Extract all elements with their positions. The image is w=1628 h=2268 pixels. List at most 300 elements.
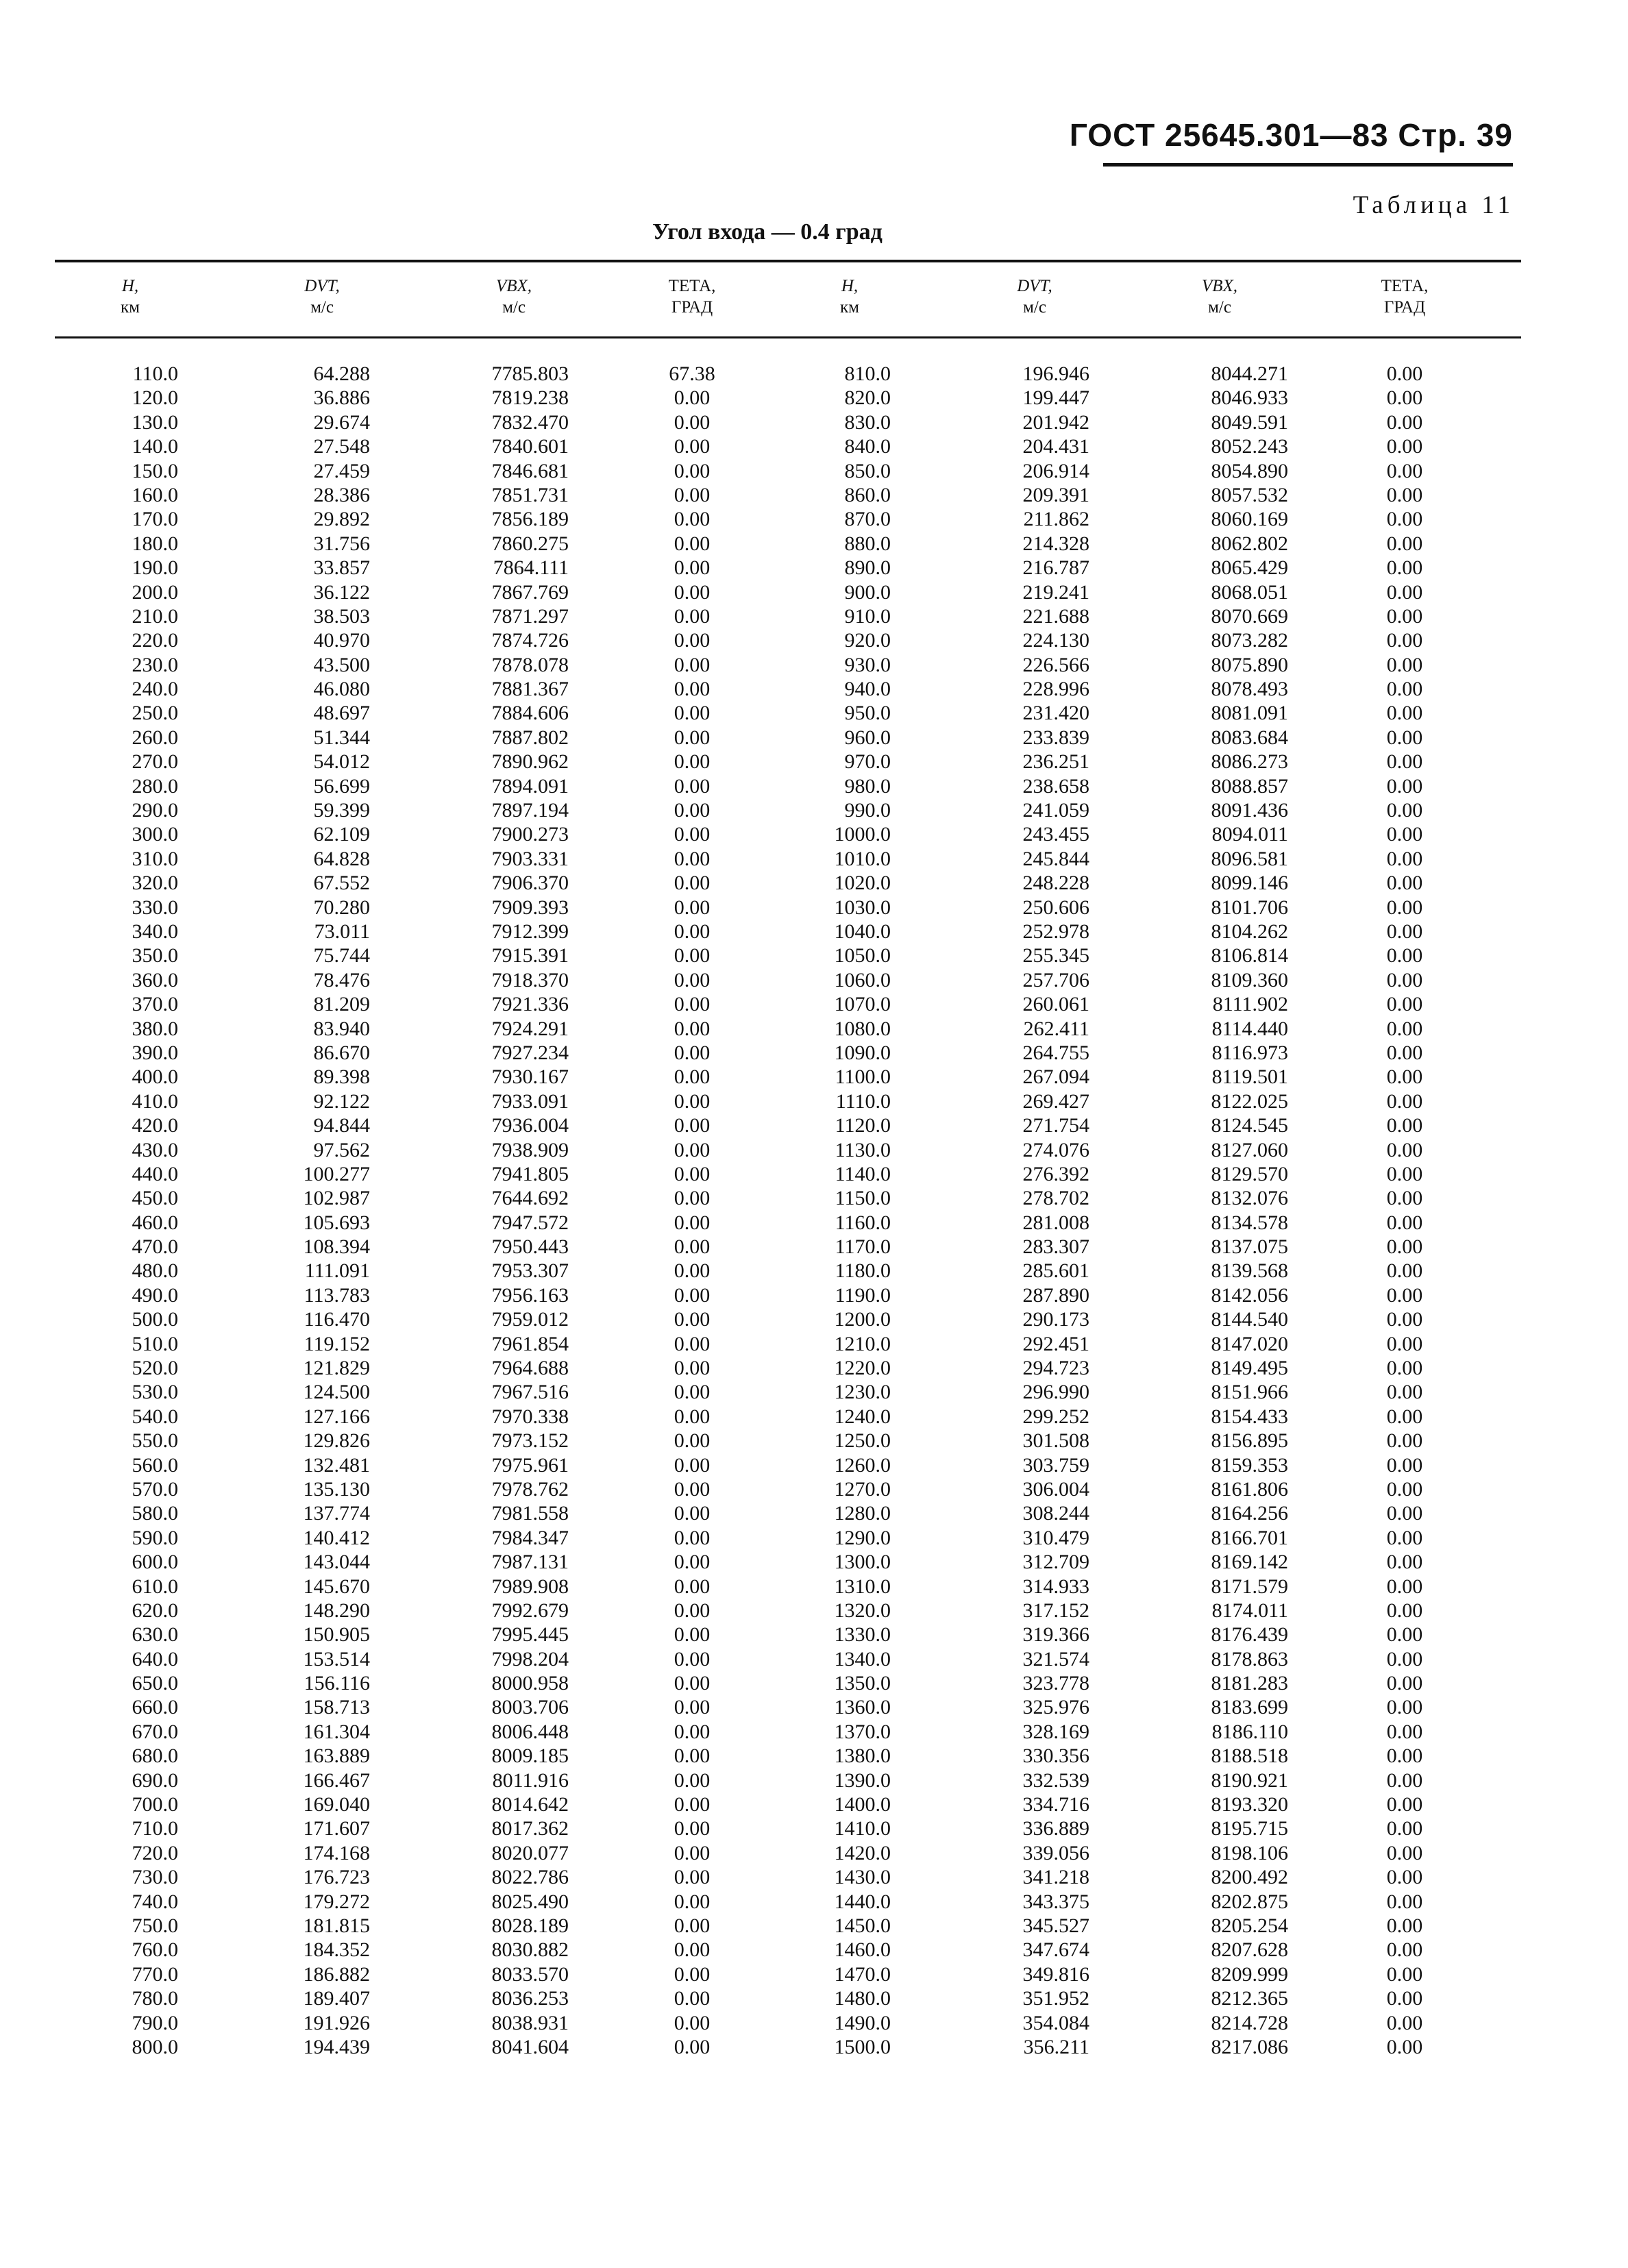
table-cell: 600.0 xyxy=(132,1551,178,1574)
column-unit: ГРАД xyxy=(671,298,713,317)
table-cell: 770.0 xyxy=(132,1962,178,1986)
table-cell: 8060.169 xyxy=(1211,508,1288,531)
table-cell: 0.00 xyxy=(1386,1938,1423,1962)
table-cell: 8101.706 xyxy=(1211,896,1288,919)
table-cell: 0.00 xyxy=(1386,1647,1423,1671)
table-cell: 56.699 xyxy=(313,774,370,798)
table-cell: 0.00 xyxy=(674,1138,711,1161)
table-cell: 860.0 xyxy=(844,483,891,506)
table-cell: 8200.492 xyxy=(1211,1866,1288,1889)
table-cell: 0.00 xyxy=(674,1551,711,1574)
table-cell: 720.0 xyxy=(132,1841,178,1864)
table-cell: 0.00 xyxy=(1386,629,1423,652)
table-cell: 67.38 xyxy=(669,362,715,385)
table-cell: 54.012 xyxy=(313,750,370,774)
table-cell: 1040.0 xyxy=(834,920,891,943)
table-cell: 0.00 xyxy=(1386,1841,1423,1864)
table-cell: 1260.0 xyxy=(834,1453,891,1477)
table-cell: 0.00 xyxy=(674,1187,711,1210)
table-cell: 810.0 xyxy=(844,362,891,385)
table-cell: 64.828 xyxy=(313,847,370,870)
table-cell: 8068.051 xyxy=(1211,580,1288,604)
table-cell: 920.0 xyxy=(844,629,891,652)
table-cell: 0.00 xyxy=(1386,556,1423,580)
table-cell: 1340.0 xyxy=(834,1647,891,1671)
table-cell: 7884.606 xyxy=(491,702,569,725)
table-cell: 127.166 xyxy=(303,1405,370,1428)
table-cell: 0.00 xyxy=(674,1114,711,1137)
table-cell: 200.0 xyxy=(132,580,178,604)
table-cell: 319.366 xyxy=(1022,1623,1089,1647)
table-cell: 29.892 xyxy=(313,508,370,531)
table-cell: 0.00 xyxy=(1386,483,1423,506)
table-cell: 294.723 xyxy=(1022,1357,1089,1380)
table-cell: 8028.189 xyxy=(491,1914,569,1937)
table-cell: 790.0 xyxy=(132,2011,178,2034)
table-cell: 520.0 xyxy=(132,1357,178,1380)
table-cell: 1350.0 xyxy=(834,1672,891,1695)
table-cell: 7941.805 xyxy=(491,1162,569,1185)
table-cell: 158.713 xyxy=(303,1696,370,1719)
table-cell: 7984.347 xyxy=(491,1526,569,1549)
table-cell: 1440.0 xyxy=(834,1890,891,1913)
table-cell: 7867.769 xyxy=(491,580,569,604)
table-cell: 314.933 xyxy=(1022,1575,1089,1598)
table-cell: 75.744 xyxy=(313,944,370,967)
table-cell: 0.00 xyxy=(1386,1793,1423,1816)
table-cell: 340.0 xyxy=(132,920,178,943)
table-cell: 560.0 xyxy=(132,1453,178,1477)
table-cell: 97.562 xyxy=(313,1138,370,1161)
table-cell: 7785.803 xyxy=(491,362,569,385)
table-cell: 1110.0 xyxy=(835,1089,891,1113)
table-cell: 160.0 xyxy=(132,483,178,506)
table-cell: 0.00 xyxy=(1386,1962,1423,1986)
table-cell: 248.228 xyxy=(1022,872,1089,895)
column-unit: м/с xyxy=(310,298,334,317)
table-cell: 0.00 xyxy=(674,580,711,604)
table-cell: 267.094 xyxy=(1022,1065,1089,1089)
table-cell: 8188.518 xyxy=(1211,1745,1288,1768)
table-cell: 7890.962 xyxy=(491,750,569,774)
table-cell: 7871.297 xyxy=(491,604,569,628)
table-cell: 252.978 xyxy=(1022,920,1089,943)
column-header-h-left xyxy=(89,275,171,318)
column-unit: км xyxy=(840,298,859,317)
table-cell: 8134.578 xyxy=(1211,1211,1288,1234)
table-cell: 7856.189 xyxy=(491,508,569,531)
table-cell: 8147.020 xyxy=(1211,1332,1288,1355)
table-cell: 8033.570 xyxy=(491,1962,569,1986)
column-unit: ГРАД xyxy=(1383,298,1426,317)
table-cell: 250.606 xyxy=(1022,896,1089,919)
table-cell: 0.00 xyxy=(1386,823,1423,846)
table-cell: 140.0 xyxy=(132,435,178,458)
table-cell: 7927.234 xyxy=(491,1041,569,1064)
table-cell: 7894.091 xyxy=(491,774,569,798)
column-name: DVT, xyxy=(304,277,340,295)
table-cell: 0.00 xyxy=(1386,459,1423,482)
table-cell: 8054.890 xyxy=(1211,459,1288,482)
table-cell: 300.0 xyxy=(132,823,178,846)
table-cell: 214.328 xyxy=(1022,532,1089,555)
table-cell: 840.0 xyxy=(844,435,891,458)
table-cell: 92.122 xyxy=(313,1089,370,1113)
table-cell: 226.566 xyxy=(1022,653,1089,676)
table-cell: 8038.931 xyxy=(491,2011,569,2034)
table-cell: 0.00 xyxy=(674,993,711,1016)
table-cell: 1410.0 xyxy=(834,1817,891,1840)
table-cell: 8181.283 xyxy=(1211,1672,1288,1695)
table-cell: 430.0 xyxy=(132,1138,178,1161)
table-cell: 980.0 xyxy=(844,774,891,798)
header-rule xyxy=(1103,163,1513,167)
table-cell: 210.0 xyxy=(132,604,178,628)
table-cell: 1240.0 xyxy=(834,1405,891,1428)
table-cell: 0.00 xyxy=(674,1745,711,1768)
table-cell: 1320.0 xyxy=(834,1599,891,1622)
table-cell: 150.905 xyxy=(303,1623,370,1647)
table-cell: 1010.0 xyxy=(834,847,891,870)
table-cell: 7947.572 xyxy=(491,1211,569,1234)
table-cell: 129.826 xyxy=(303,1429,370,1453)
table-cell: 303.759 xyxy=(1022,1453,1089,1477)
table-cell: 116.470 xyxy=(304,1308,370,1331)
table-cell: 0.00 xyxy=(1386,1017,1423,1040)
table-cell: 8099.146 xyxy=(1211,872,1288,895)
table-cell: 1420.0 xyxy=(834,1841,891,1864)
table-cell: 8169.142 xyxy=(1211,1551,1288,1574)
table-cell: 7906.370 xyxy=(491,872,569,895)
table-cell: 0.00 xyxy=(674,1768,711,1792)
column-name: DVT, xyxy=(1017,277,1052,295)
table-cell: 0.00 xyxy=(1386,1211,1423,1234)
table-cell: 8083.684 xyxy=(1211,726,1288,749)
table-cell: 1400.0 xyxy=(834,1793,891,1816)
table-cell: 1120.0 xyxy=(835,1114,891,1137)
table-cell: 7933.091 xyxy=(491,1089,569,1113)
table-cell: 7900.273 xyxy=(491,823,569,846)
table-cell: 890.0 xyxy=(844,556,891,580)
table-cell: 8174.011 xyxy=(1211,1599,1288,1622)
table-cell: 8036.253 xyxy=(491,1987,569,2010)
table-cell: 153.514 xyxy=(303,1647,370,1671)
table-cell: 312.709 xyxy=(1022,1551,1089,1574)
table-cell: 8183.699 xyxy=(1211,1696,1288,1719)
table-cell: 70.280 xyxy=(313,896,370,919)
table-cell: 341.218 xyxy=(1022,1866,1089,1889)
table-cell: 0.00 xyxy=(1386,1429,1423,1453)
table-cell: 0.00 xyxy=(1386,1599,1423,1622)
table-cell: 1430.0 xyxy=(834,1866,891,1889)
column-header-vbx-right xyxy=(1165,275,1274,318)
table-cell: 1080.0 xyxy=(834,1017,891,1040)
table-cell: 7921.336 xyxy=(491,993,569,1016)
table-cell: 83.940 xyxy=(313,1017,370,1040)
table-cell: 1000.0 xyxy=(834,823,891,846)
table-cell: 0.00 xyxy=(674,1938,711,1962)
table-cell: 191.926 xyxy=(303,2011,370,2034)
table-cell: 211.862 xyxy=(1023,508,1089,531)
table-cell: 271.754 xyxy=(1022,1114,1089,1137)
table-cell: 0.00 xyxy=(1386,1890,1423,1913)
table-cell: 94.844 xyxy=(313,1114,370,1137)
table-cell: 0.00 xyxy=(1386,435,1423,458)
table-cell: 296.990 xyxy=(1022,1381,1089,1404)
table-cell: 0.00 xyxy=(1386,1357,1423,1380)
table-cell: 0.00 xyxy=(1386,1502,1423,1525)
table-cell: 0.00 xyxy=(674,920,711,943)
table-cell: 0.00 xyxy=(674,1089,711,1113)
table-cell: 360.0 xyxy=(132,968,178,991)
table-cell: 7995.445 xyxy=(491,1623,569,1647)
table-cell: 220.0 xyxy=(132,629,178,652)
table-cell: 181.815 xyxy=(303,1914,370,1937)
table-cell: 8106.814 xyxy=(1211,944,1288,967)
table-cell: 7915.391 xyxy=(491,944,569,967)
table-cell: 990.0 xyxy=(844,799,891,822)
table-cell: 8052.243 xyxy=(1211,435,1288,458)
table-cell: 1190.0 xyxy=(835,1283,891,1307)
table-cell: 0.00 xyxy=(1386,1623,1423,1647)
table-cell: 8044.271 xyxy=(1211,362,1288,385)
table-cell: 510.0 xyxy=(132,1332,178,1355)
table-cell: 0.00 xyxy=(674,1017,711,1040)
table-cell: 334.716 xyxy=(1022,1793,1089,1816)
table-cell: 820.0 xyxy=(844,386,891,410)
table-cell: 1160.0 xyxy=(835,1211,891,1234)
table-cell: 8025.490 xyxy=(491,1890,569,1913)
table-cell: 0.00 xyxy=(674,653,711,676)
table-cell: 8088.857 xyxy=(1211,774,1288,798)
table-cell: 0.00 xyxy=(1386,1235,1423,1259)
table-cell: 970.0 xyxy=(844,750,891,774)
table-cell: 7874.726 xyxy=(491,629,569,652)
table-cell: 0.00 xyxy=(674,1914,711,1937)
table-cell: 260.061 xyxy=(1022,993,1089,1016)
column-name: VBX, xyxy=(1201,277,1238,295)
column-name: H, xyxy=(841,277,859,295)
table-cell: 0.00 xyxy=(674,1357,711,1380)
table-cell: 7846.681 xyxy=(491,459,569,482)
table-cell: 140.412 xyxy=(303,1526,370,1549)
table-cell: 321.574 xyxy=(1022,1647,1089,1671)
column-header-teta-right xyxy=(1350,275,1459,318)
table-cell: 780.0 xyxy=(132,1987,178,2010)
table-cell: 0.00 xyxy=(674,896,711,919)
table-cell: 190.0 xyxy=(132,556,178,580)
table-cell: 440.0 xyxy=(132,1162,178,1185)
table-label: Таблица 11 xyxy=(1353,191,1514,219)
table-cell: 0.00 xyxy=(1386,580,1423,604)
table-cell: 238.658 xyxy=(1022,774,1089,798)
table-cell: 0.00 xyxy=(674,1526,711,1549)
table-cell: 276.392 xyxy=(1022,1162,1089,1185)
table-cell: 8127.060 xyxy=(1211,1138,1288,1161)
table-cell: 330.356 xyxy=(1022,1745,1089,1768)
table-cell: 0.00 xyxy=(674,1672,711,1695)
table-cell: 1200.0 xyxy=(834,1308,891,1331)
table-cell: 8193.320 xyxy=(1211,1793,1288,1816)
table-cell: 143.044 xyxy=(303,1551,370,1574)
table-cell: 8132.076 xyxy=(1211,1187,1288,1210)
table-cell: 8137.075 xyxy=(1211,1235,1288,1259)
table-cell: 8078.493 xyxy=(1211,678,1288,701)
column-h-right xyxy=(767,362,891,2059)
table-cell: 62.109 xyxy=(313,823,370,846)
table-cell: 0.00 xyxy=(674,1259,711,1283)
column-header-dvt-right xyxy=(980,275,1089,318)
table-cell: 0.00 xyxy=(674,629,711,652)
table-cell: 8000.958 xyxy=(491,1672,569,1695)
table-cell: 179.272 xyxy=(303,1890,370,1913)
table-cell: 241.059 xyxy=(1022,799,1089,822)
table-cell: 189.407 xyxy=(303,1987,370,2010)
table-cell: 7961.854 xyxy=(491,1332,569,1355)
table-cell: 351.952 xyxy=(1022,1987,1089,2010)
table-cell: 530.0 xyxy=(132,1381,178,1404)
table-cell: 1030.0 xyxy=(834,896,891,919)
column-unit: м/с xyxy=(502,298,526,317)
table-cell: 8094.011 xyxy=(1211,823,1288,846)
table-cell: 1470.0 xyxy=(834,1962,891,1986)
table-cell: 0.00 xyxy=(674,604,711,628)
table-cell: 8176.439 xyxy=(1211,1623,1288,1647)
table-cell: 40.970 xyxy=(313,629,370,652)
table-cell: 8041.604 xyxy=(491,2035,569,2058)
table-cell: 8198.106 xyxy=(1211,1841,1288,1864)
table-cell: 0.00 xyxy=(674,1283,711,1307)
table-cell: 73.011 xyxy=(314,920,370,943)
table-cell: 7909.393 xyxy=(491,896,569,919)
table-cell: 8217.086 xyxy=(1211,2035,1288,2058)
table-cell: 161.304 xyxy=(303,1720,370,1743)
table-cell: 110.0 xyxy=(132,362,178,385)
table-cell: 7992.679 xyxy=(491,1599,569,1622)
table-cell: 0.00 xyxy=(1386,508,1423,531)
table-cell: 7950.443 xyxy=(491,1235,569,1259)
table-cell: 0.00 xyxy=(1386,896,1423,919)
table-cell: 78.476 xyxy=(313,968,370,991)
table-cell: 610.0 xyxy=(132,1575,178,1598)
table-cell: 0.00 xyxy=(674,1599,711,1622)
table-cell: 7918.370 xyxy=(491,968,569,991)
table-cell: 390.0 xyxy=(132,1041,178,1064)
table-cell: 8022.786 xyxy=(491,1866,569,1889)
table-cell: 343.375 xyxy=(1022,1890,1089,1913)
table-cell: 1300.0 xyxy=(834,1551,891,1574)
table-cell: 135.130 xyxy=(303,1477,370,1501)
table-cell: 7903.331 xyxy=(491,847,569,870)
table-cell: 1070.0 xyxy=(834,993,891,1016)
table-cell: 8159.353 xyxy=(1211,1453,1288,1477)
table-cell: 0.00 xyxy=(674,483,711,506)
table-cell: 8086.273 xyxy=(1211,750,1288,774)
table-cell: 8156.895 xyxy=(1211,1429,1288,1453)
table-cell: 0.00 xyxy=(674,1405,711,1428)
table-cell: 0.00 xyxy=(1386,847,1423,870)
table-cell: 7981.558 xyxy=(491,1502,569,1525)
table-cell: 156.116 xyxy=(304,1672,370,1695)
table-cell: 8065.429 xyxy=(1211,556,1288,580)
table-cell: 7930.167 xyxy=(491,1065,569,1089)
table-cell: 1500.0 xyxy=(834,2035,891,2058)
table-cell: 870.0 xyxy=(844,508,891,531)
table-cell: 27.548 xyxy=(313,435,370,458)
table-cell: 7975.961 xyxy=(491,1453,569,1477)
table-cell: 219.241 xyxy=(1022,580,1089,604)
table-cell: 7832.470 xyxy=(491,410,569,434)
table-cell: 7644.692 xyxy=(491,1187,569,1210)
table-cell: 292.451 xyxy=(1022,1332,1089,1355)
table-cell: 36.886 xyxy=(313,386,370,410)
table-cell: 7938.909 xyxy=(491,1138,569,1161)
table-cell: 174.168 xyxy=(303,1841,370,1864)
table-cell: 540.0 xyxy=(132,1405,178,1428)
table-cell: 0.00 xyxy=(1386,1138,1423,1161)
table-cell: 400.0 xyxy=(132,1065,178,1089)
table-cell: 8207.628 xyxy=(1211,1938,1288,1962)
column-dvt-left xyxy=(240,362,370,2059)
table-cell: 0.00 xyxy=(1386,1041,1423,1064)
page-number: Стр. 39 xyxy=(1398,117,1513,153)
table-cell: 0.00 xyxy=(674,532,711,555)
table-cell: 0.00 xyxy=(1386,410,1423,434)
table-cell: 0.00 xyxy=(674,1841,711,1864)
table-cell: 236.251 xyxy=(1022,750,1089,774)
column-unit: м/с xyxy=(1023,298,1046,317)
table-cell: 910.0 xyxy=(844,604,891,628)
table-cell: 0.00 xyxy=(1386,1768,1423,1792)
table-cell: 184.352 xyxy=(303,1938,370,1962)
table-cell: 7897.194 xyxy=(491,799,569,822)
table-cell: 550.0 xyxy=(132,1429,178,1453)
table-cell: 8166.701 xyxy=(1211,1526,1288,1549)
table-cell: 0.00 xyxy=(1386,1866,1423,1889)
table-cell: 231.420 xyxy=(1022,702,1089,725)
table-cell: 0.00 xyxy=(1386,386,1423,410)
table-cell: 100.277 xyxy=(303,1162,370,1185)
table-cell: 7851.731 xyxy=(491,483,569,506)
table-cell: 0.00 xyxy=(1386,1259,1423,1283)
table-cell: 29.674 xyxy=(313,410,370,434)
table-cell: 8030.882 xyxy=(491,1938,569,1962)
table-cell: 0.00 xyxy=(674,726,711,749)
table-cell: 274.076 xyxy=(1022,1138,1089,1161)
table-cell: 1170.0 xyxy=(835,1235,891,1259)
table-cell: 356.211 xyxy=(1023,2035,1089,2058)
table-cell: 7978.762 xyxy=(491,1477,569,1501)
table-cell: 347.674 xyxy=(1022,1938,1089,1962)
table-cell: 27.459 xyxy=(313,459,370,482)
table-cell: 243.455 xyxy=(1022,823,1089,846)
table-cell: 306.004 xyxy=(1022,1477,1089,1501)
table-cell: 950.0 xyxy=(844,702,891,725)
table-cell: 113.783 xyxy=(304,1283,370,1307)
table-cell: 176.723 xyxy=(303,1866,370,1889)
table-cell: 0.00 xyxy=(674,2035,711,2058)
table-cell: 0.00 xyxy=(1386,1575,1423,1598)
table-cell: 0.00 xyxy=(674,1647,711,1671)
column-teta-left xyxy=(637,362,747,2059)
table-cell: 0.00 xyxy=(1386,872,1423,895)
table-cell: 0.00 xyxy=(1386,750,1423,774)
angle-caption: Угол входа — 0.4 град xyxy=(652,219,883,245)
table-cell: 8171.579 xyxy=(1211,1575,1288,1598)
table-cell: 8073.282 xyxy=(1211,629,1288,652)
table-cell: 0.00 xyxy=(1386,1065,1423,1089)
table-cell: 180.0 xyxy=(132,532,178,555)
